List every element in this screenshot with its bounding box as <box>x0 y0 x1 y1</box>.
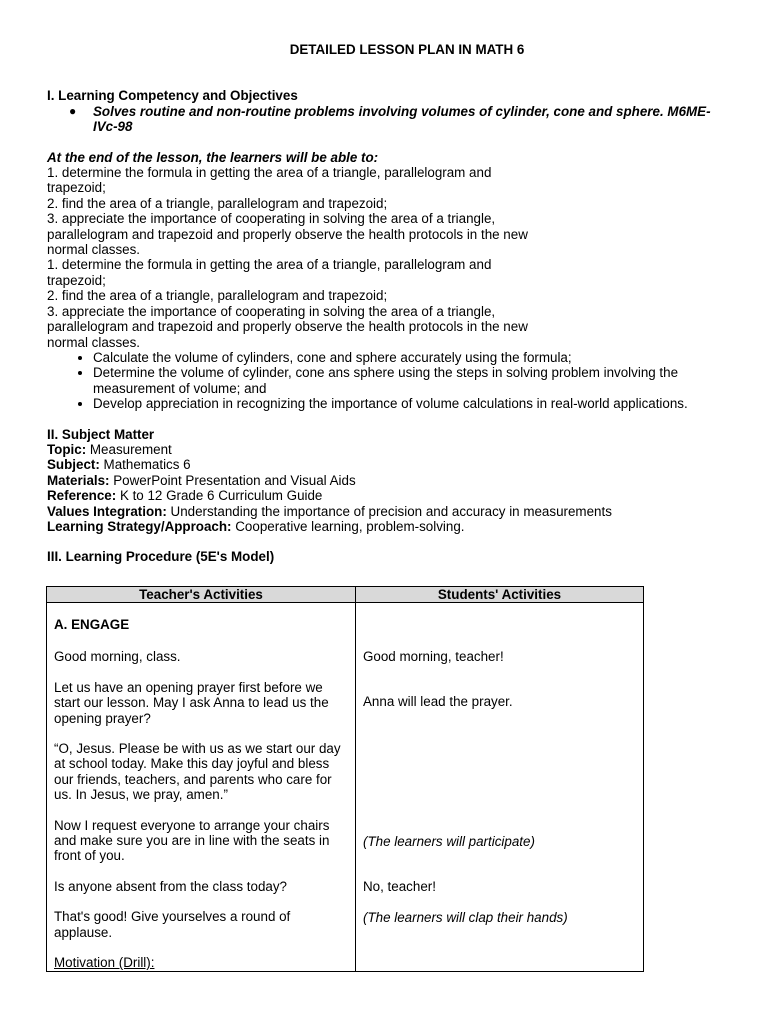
subject-matter-item: Subject: Mathematics 6 <box>47 457 191 473</box>
teacher-column-header: Teacher's Activities <box>47 587 356 603</box>
teacher-line: Now I request everyone to arrange your chairs and make sure you are in line with the seats in front of you. <box>54 817 330 864</box>
motivation-heading: Motivation (Drill): <box>54 955 155 971</box>
bullet-icon: ● <box>69 103 77 118</box>
subject-matter-item: Values Integration: Understanding the importance of precision and accuracy in measurements <box>47 503 612 519</box>
student-line: Good morning, teacher! <box>363 649 504 664</box>
section-3-heading: III. Learning Procedure (5E's Model) <box>47 549 275 565</box>
student-line: (The learners will clap their hands) <box>363 909 568 925</box>
subject-matter-item: Reference: K to 12 Grade 6 Curriculum Guide <box>47 488 323 504</box>
teacher-line: Let us have an opening prayer first before we start our lesson. May I ask Anna to lead us the opening prayer? <box>54 679 329 726</box>
teacher-activities-cell <box>47 603 356 972</box>
learning-procedure-table <box>46 586 644 972</box>
student-line: (The learners will participate) <box>363 833 535 849</box>
teacher-line: “O, Jesus. Please be with us as we start our day at school today. Make this day joyful and bless our friends, teachers, and parents who care for us. In Jesus, we pray, amen.” <box>54 741 341 803</box>
section-1-heading: I. Learning Competency and Objectives <box>47 88 298 104</box>
teacher-line: That's good! Give yourselves a round of applause. <box>54 909 291 940</box>
students-column-header: Students' Activities <box>356 587 644 603</box>
objectives-bullets <box>47 350 727 412</box>
students-activities-cell <box>356 603 644 972</box>
competency-list <box>47 104 727 135</box>
teacher-line: Good morning, class. <box>54 649 181 665</box>
objectives-intro: At the end of the lesson, the learners will be able to: <box>47 149 379 165</box>
objective-bullet: • Calculate the volume of cylinders, cone and sphere accurately using the formula; <box>93 350 727 365</box>
engage-heading: A. ENGAGE <box>54 617 130 632</box>
student-line: Anna will lead the prayer. <box>363 694 513 710</box>
competency-item: ● Solves routine and non-routine problems involving volumes of cylinder, cone and sphere. M6ME-IVc-98 <box>69 103 711 135</box>
subject-matter-item: Learning Strategy/Approach: Cooperative learning, problem-solving. <box>47 518 465 534</box>
subject-matter-item: Topic: Measurement <box>47 441 172 457</box>
objective-bullet: • Determine the volume of cylinder, cone ans sphere using the steps in solving problem involving the measurement of volume; and <box>93 365 727 396</box>
objective-bullet: • Develop appreciation in recognizing the importance of volume calculations in real-world applications. <box>93 396 727 411</box>
student-line: No, teacher! <box>363 879 436 895</box>
section-2-heading: II. Subject Matter <box>47 426 155 442</box>
subject-matter-item: Materials: PowerPoint Presentation and Visual Aids <box>47 472 356 488</box>
document-page <box>47 42 727 565</box>
table-row <box>47 603 644 972</box>
teacher-line: Is anyone absent from the class today? <box>54 878 287 894</box>
page-title: DETAILED LESSON PLAN IN MATH 6 <box>289 42 525 57</box>
objectives-text: 1. determine the formula in getting the area of a triangle, parallelogram and trapezoid; 2. find the area of a triangle, parallelogram and trapezoid; 3. appreciate the importance of cooperating in solving the area of a triangle, parallelogram and trapezoid and properly observe the health protocols in the new normal classes. 1. determine the formula in getting the area of a triangle, parallelogram and trapezoid; 2. find the area of a triangle, parallelogram and trapezoid; 3. appreciate the importance of cooperating in solving the area of a triangle, parallelogram and trapezoid and properly observe the health protocols in the new normal classes. <box>47 165 528 350</box>
